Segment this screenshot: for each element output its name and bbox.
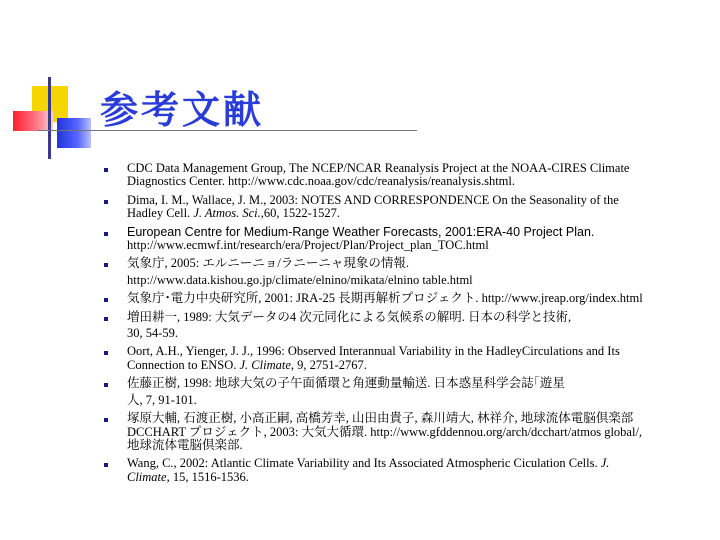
journal-name: J. <box>600 456 610 471</box>
reference-item: 気象庁, 2005: エルニーニョ/ラニーニャ現象の情報. http://www.data.kishou.go.jp/climate/elnino/mikata/elnino table.html <box>104 257 694 287</box>
journal-name: J. Climate <box>239 357 291 372</box>
decor-vertical-line <box>48 77 51 159</box>
reference-item: European Centre for Medium-Range Weather Forecasts, 2001:ERA-40 Project Plan. http://www.ecmwf.int/research/era/Project/Plan/Project_plan_TOC.html <box>104 226 694 253</box>
reference-item: 気象庁･電力中央研究所, 2001: JRA-25 長期再解析プロジェクト. http://www.jreap.org/index.html <box>104 292 694 305</box>
decor-red-bar <box>13 111 53 131</box>
reference-item: 増田耕一, 1989: 大気データの4 次元同化による気候系の解明. 日本の科学と技術, 30, 54-59. <box>104 311 694 341</box>
reference-item: Dima, I. M., Wallace, J. M., 2003: NOTES AND CORRESPONDENCE On the Seasonality of the Hadley Cell. J. Atmos. Sci.,60, 1522-1527. <box>104 194 694 221</box>
journal-name: Climate <box>127 469 167 484</box>
reference-item: Oort, A.H., Yienger, J. J., 1996: Observed Interannual Variability in the HadleyCirculations and Its Connection to ENSO. J. Climate, 9, 2751-2767. <box>104 345 694 372</box>
reference-item: Wang, C., 2002: Atlantic Climate Variability and Its Associated Atmospheric Ciculation Cells. J. Climate, 15, 1516-1536. <box>104 457 694 484</box>
reference-item: 佐藤正樹, 1998: 地球大気の子午面循環と角運動量輸送. 日本惑星科学会誌｢遊星 人, 7, 91-101. <box>104 377 694 407</box>
reference-item: CDC Data Management Group, The NCEP/NCAR Reanalysis Project at the NOAA-CIRES Climate Diagnostics Center. http://www.cdc.noaa.gov/cdc/reanalysis/reanalysis.shtml. <box>104 162 694 189</box>
slide-title: 参考文献 <box>100 88 265 132</box>
reference-list <box>104 162 694 489</box>
reference-item: 塚原大輔, 石渡正樹, 小高正嗣, 高橋芳幸, 山田由貴子, 森川靖大, 林祥介, 地球流体電脳倶楽部 DCCHART プロジェクト, 2003: 大気大循環. http://www.gfddennou.org/arch/dcchart/atmos global/, 地球流体電脳倶楽部. <box>104 412 694 452</box>
journal-name: J. Atmos. Sci. <box>193 206 261 221</box>
decor-blue-square <box>57 118 91 148</box>
